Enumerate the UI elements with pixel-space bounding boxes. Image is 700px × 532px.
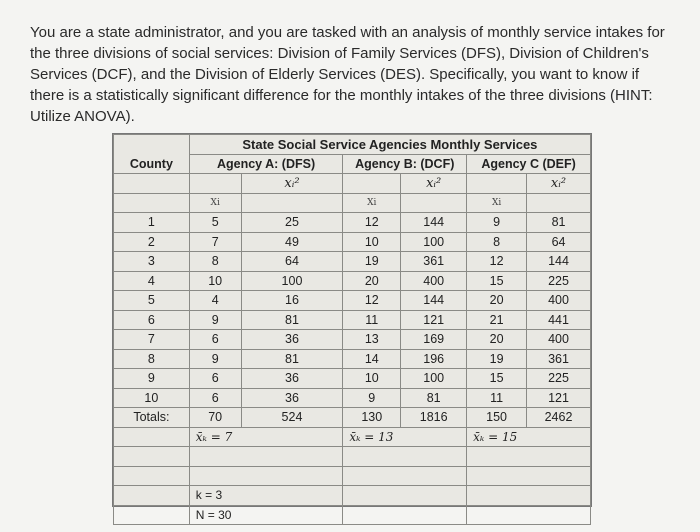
- blank-row: [114, 466, 591, 486]
- table-row: [114, 271, 591, 291]
- totals-label: Totals:: [114, 408, 190, 428]
- data-table: [113, 134, 591, 525]
- totals-row: [114, 408, 591, 428]
- k-row: [114, 486, 591, 506]
- agency-a-squared: 49: [241, 232, 343, 252]
- agency-b-squared: 100: [401, 232, 467, 252]
- agency-b-value: 14: [343, 349, 401, 369]
- agency-c-squared: 144: [527, 252, 591, 272]
- agency-c-value: 15: [467, 271, 527, 291]
- xi-label-row: [114, 193, 591, 213]
- agency-c-value: 21: [467, 310, 527, 330]
- county-cell: 8: [114, 349, 190, 369]
- agency-b-value: 9: [343, 388, 401, 408]
- agency-b-value: 20: [343, 271, 401, 291]
- symbol-row: [114, 174, 591, 194]
- agency-c-value: 12: [467, 252, 527, 272]
- means-row: [114, 427, 591, 447]
- agency-c-squared: 400: [527, 330, 591, 350]
- blank-row: [114, 447, 591, 467]
- mean-b: x̄ₖ = 13: [343, 427, 467, 447]
- agency-a-squared: 100: [241, 271, 343, 291]
- agency-c-squared: 441: [527, 310, 591, 330]
- agency-c-value: 20: [467, 291, 527, 311]
- agency-b-value: 11: [343, 310, 401, 330]
- total-c: 150: [467, 408, 527, 428]
- agency-a-value: 7: [189, 232, 241, 252]
- mean-c: x̄ₖ = 15: [467, 427, 591, 447]
- county-cell: 9: [114, 369, 190, 389]
- agency-b-squared: 361: [401, 252, 467, 272]
- agency-a-squared: 36: [241, 369, 343, 389]
- agency-b-squared: 169: [401, 330, 467, 350]
- agency-a-value: 4: [189, 291, 241, 311]
- agency-a-header: Agency A: (DFS): [189, 154, 343, 174]
- agency-b-squared: 121: [401, 310, 467, 330]
- agency-c-header: Agency C (DEF): [467, 154, 591, 174]
- agency-b-squared: 100: [401, 369, 467, 389]
- data-table-sheet: [112, 133, 592, 522]
- xi-label-a: Xi: [189, 193, 241, 213]
- agency-a-value: 6: [189, 369, 241, 389]
- agency-c-value: 8: [467, 232, 527, 252]
- agency-a-squared: 81: [241, 310, 343, 330]
- county-cell: 1: [114, 213, 190, 233]
- county-cell: 2: [114, 232, 190, 252]
- table-row: [114, 232, 591, 252]
- table-title-row: [114, 135, 591, 155]
- agency-b-squared: 81: [401, 388, 467, 408]
- agency-b-squared: 144: [401, 291, 467, 311]
- agency-a-value: 5: [189, 213, 241, 233]
- agency-b-squared: 144: [401, 213, 467, 233]
- n-value: N = 30: [189, 505, 343, 525]
- table-row: [114, 330, 591, 350]
- agency-b-squared: 400: [401, 271, 467, 291]
- agency-a-squared: 36: [241, 330, 343, 350]
- xi-label-b: Xi: [343, 193, 401, 213]
- agency-a-squared: 25: [241, 213, 343, 233]
- table-header-row: [114, 154, 591, 174]
- table-row: [114, 213, 591, 233]
- agency-a-value: 8: [189, 252, 241, 272]
- agency-c-value: 9: [467, 213, 527, 233]
- n-row: [114, 505, 591, 525]
- mean-a: x̄ₖ = 7: [189, 427, 343, 447]
- agency-c-value: 11: [467, 388, 527, 408]
- agency-c-value: 15: [467, 369, 527, 389]
- table-row: [114, 291, 591, 311]
- total-c-squared: 2462: [527, 408, 591, 428]
- total-a-squared: 524: [241, 408, 343, 428]
- agency-c-squared: 225: [527, 369, 591, 389]
- agency-b-squared: 196: [401, 349, 467, 369]
- total-b: 130: [343, 408, 401, 428]
- agency-c-value: 20: [467, 330, 527, 350]
- agency-c-squared: 81: [527, 213, 591, 233]
- agency-b-value: 10: [343, 232, 401, 252]
- agency-b-value: 13: [343, 330, 401, 350]
- agency-c-squared: 225: [527, 271, 591, 291]
- xi-squared-c: xᵢ²: [527, 174, 591, 194]
- county-cell: 4: [114, 271, 190, 291]
- agency-c-squared: 361: [527, 349, 591, 369]
- agency-b-value: 12: [343, 213, 401, 233]
- agency-c-squared: 121: [527, 388, 591, 408]
- xi-squared-b: xᵢ²: [401, 174, 467, 194]
- table-row: [114, 252, 591, 272]
- agency-a-squared: 81: [241, 349, 343, 369]
- agency-a-value: 6: [189, 330, 241, 350]
- table-row: [114, 310, 591, 330]
- county-cell: 10: [114, 388, 190, 408]
- table-title: State Social Service Agencies Monthly Services: [189, 135, 590, 155]
- total-a: 70: [189, 408, 241, 428]
- k-value: k = 3: [189, 486, 343, 506]
- agency-a-squared: 16: [241, 291, 343, 311]
- county-header: County: [114, 154, 190, 174]
- county-cell: 6: [114, 310, 190, 330]
- table-row: [114, 369, 591, 389]
- agency-a-squared: 64: [241, 252, 343, 272]
- total-b-squared: 1816: [401, 408, 467, 428]
- agency-a-value: 9: [189, 349, 241, 369]
- agency-b-header: Agency B: (DCF): [343, 154, 467, 174]
- question-text: You are a state administrator, and you are tasked with an analysis of monthly service intakes for the three divisions of social services: Division of Family Services (DFS), Division of Children's Services (DCF), and the Division of Elderly Services (DES). Specifically, you want to know if there is a statistically significant difference for the monthly intakes of the three divisions (HINT: Utilize ANOVA).: [30, 24, 665, 125]
- agency-c-squared: 400: [527, 291, 591, 311]
- agency-a-squared: 36: [241, 388, 343, 408]
- agency-b-value: 19: [343, 252, 401, 272]
- xi-squared-a: xᵢ²: [241, 174, 343, 194]
- county-cell: 5: [114, 291, 190, 311]
- xi-label-c: Xi: [467, 193, 527, 213]
- county-cell: 3: [114, 252, 190, 272]
- agency-a-value: 9: [189, 310, 241, 330]
- county-cell: 7: [114, 330, 190, 350]
- agency-a-value: 6: [189, 388, 241, 408]
- agency-c-value: 19: [467, 349, 527, 369]
- agency-b-value: 10: [343, 369, 401, 389]
- agency-c-squared: 64: [527, 232, 591, 252]
- table-row: [114, 349, 591, 369]
- table-row: [114, 388, 591, 408]
- agency-b-value: 12: [343, 291, 401, 311]
- agency-a-value: 10: [189, 271, 241, 291]
